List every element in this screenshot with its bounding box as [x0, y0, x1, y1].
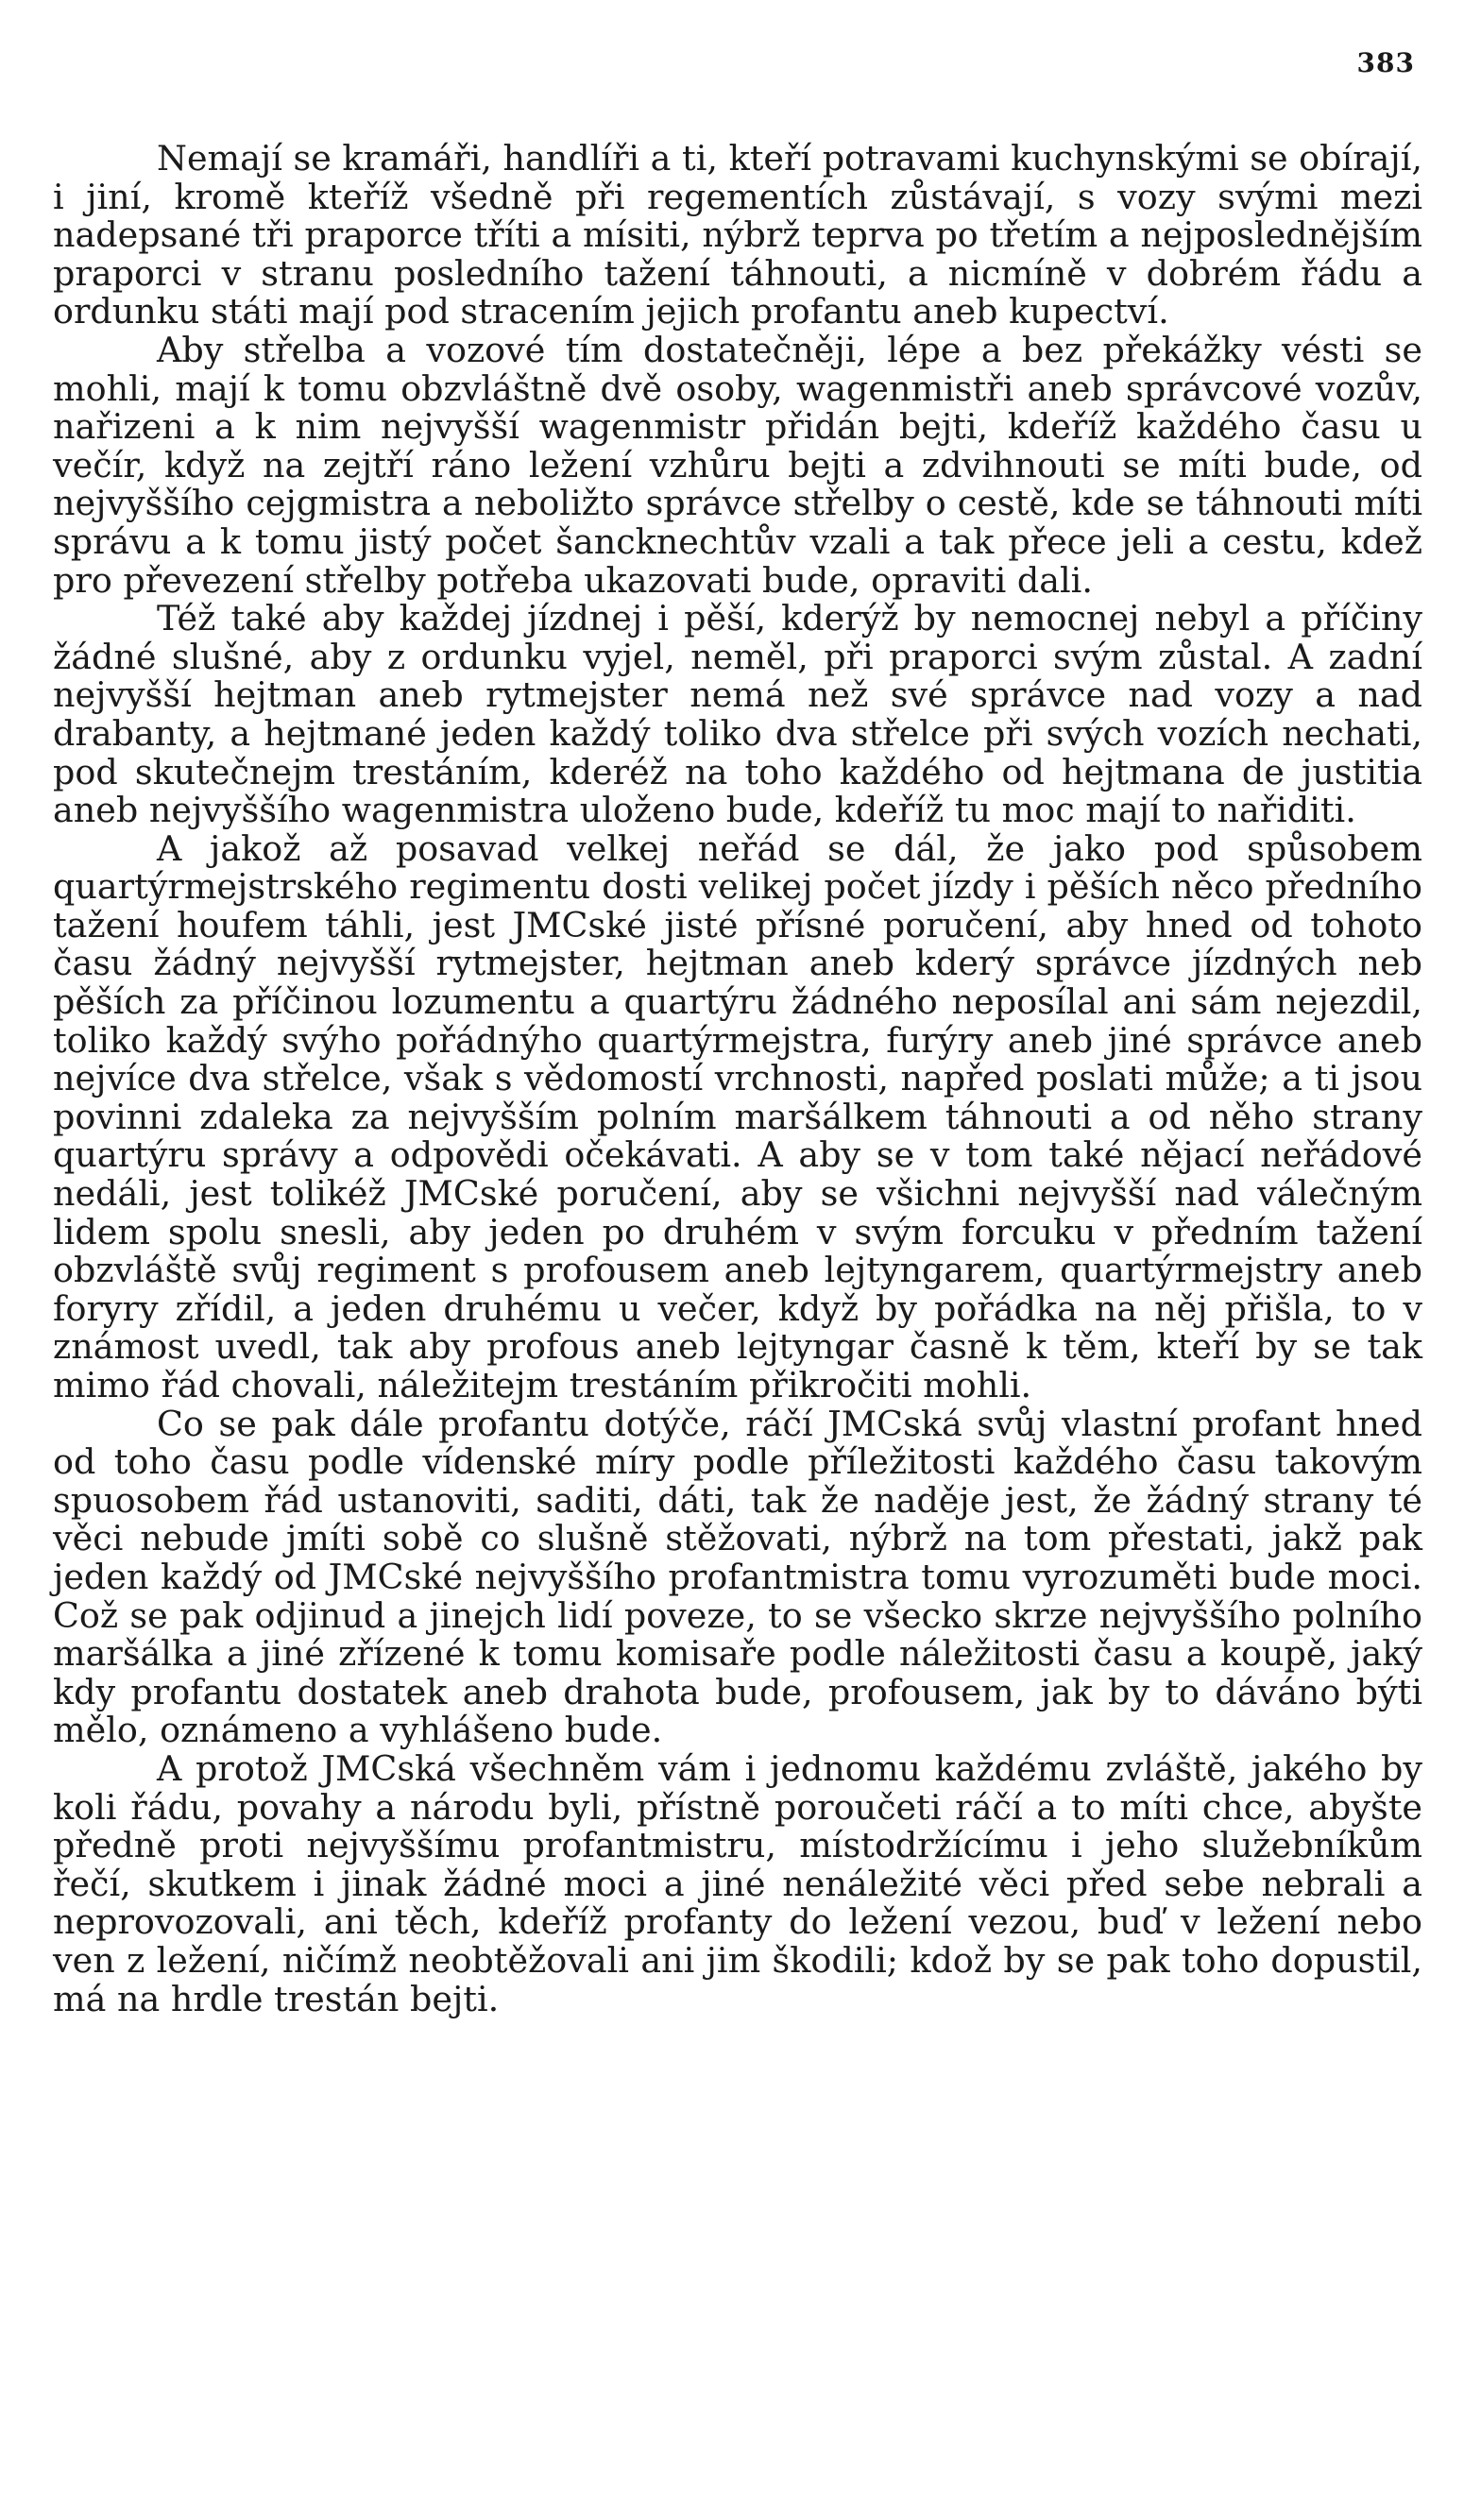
paragraph: A protož JMCská všechněm vám i jednomu každému zvláště, jakého by koli řádu, povahy a národu byli, přístně poroučeti ráčí a to míti chce, abyšte předně proti nejvyššímu profantmistru, místodržícímu i jeho služebníkům řečí, skutkem i jinak žádné moci a jiné nenáležité věci před sebe nebrali a neprovozovali, ani těch, kdeříž profanty do ležení vezou, buď v ležení nebo ven z ležení, ničímž neobtěžovali ani jim škodili; kdož by se pak toho dopustil, má na hrdle trestán bejti.: [53, 1747, 1422, 2019]
paragraph: Nemají se kramáři, handlíři a ti, kteří potravami kuchynskými se obírají, i jiní, kromě kteříž všedně při regementích zůstávají, s vozy svými mezi nadepsané tři praporce tříti a mísiti, nýbrž teprva po třetím a nejposlednějším praporci v stranu posledního tažení táhnouti, a nicmíně v dobrém řádu a ordunku státi mají pod stracením jejich profantu aneb kupectví.: [53, 138, 1422, 332]
paragraph: Aby střelba a vozové tím dostatečněji, lépe a bez překážky vésti se mohli, mají k tomu obzvláštně dvě osoby, wagenmistři aneb správcové vozův, nařizeni a k nim nejvyšší wagenmistr přidán bejti, kdeříž každého času u večír, když na zejtří ráno ležení vzhůru bejti a zdvihnouti se míti bude, od nejvyššího cejgmistra a neboližto správce střelby o cestě, kde se táhnouti míti správu a k tomu jistý počet šancknechtův vzali a tak přece jeli a cestu, kdež pro převezení střelby potřeba ukazovati bude, opraviti dali.: [53, 329, 1422, 601]
paragraph: A jakož až posavad velkej neřád se dál, že jako pod spůsobem quartýrmejstrského regimentu dosti velikej počet jízdy i pěších něco předního tažení houfem táhli, jest JMCské jisté přísné poručení, aby hned od tohoto času žádný nejvyšší rytmejster, hejtman aneb kderý správce jízdných neb pěších za příčinou lozumentu a quartýru žádného neposílal ani sám nejezdil, toliko každý svýho pořádnýho quartýrmejstra, furýry aneb jiné správce aneb nejvíce dva střelce, však s vědomostí vrchnosti, napřed poslati může; a ti jsou povinni zdaleka za nejvyšším polním maršálkem táhnouti a od něho strany quartýru správy a odpovědi očekávati. A aby se v tom také nějací neřádové nedáli, jest tolikéž JMCské poručení, aby se všichni nejvyšší nad válečným lidem spolu snesli, aby jeden po druhém v svým forcuku v předním tažení obzvláště svůj regiment s profousem aneb lejtyngarem, quartýrmejstry aneb foryry zřídil, a jeden druhému u večer, když by pořádka na něj přišla, to v známost uvedl, tak aby profous aneb lejtyngar časně k těm, kteří by se tak mimo řád chovali, náležitejm trestáním přikročiti mohli.: [53, 827, 1422, 1405]
paragraph: Co se pak dále profantu dotýče, ráčí JMCská svůj vlastní profant hned od toho času podle vídenské míry podle příležitosti každého času takovým spuosobem řád ustanoviti, saditi, dáti, tak že naděje jest, že žádný strany té věci nebude jmíti sobě co slušně stěžovati, nýbrž na tom přestati, jakž pak jeden každý od JMCské nejvyššího profantmistra tomu vyrozuměti bude moci. Což se pak odjinud a jinejch lidí poveze, to se všecko skrze nejvyššího polního maršálka a jiné zřízené k tomu komisaře podle náležitosti času a koupě, jaký kdy profantu dostatek aneb drahota bude, profousem, jak by to dáváno býti mělo, oznámeno a vyhlášeno bude.: [53, 1403, 1422, 1751]
paragraph: Též také aby každej jízdnej i pěší, kderýž by nemocnej nebyl a příčiny žádné slušné, aby z ordunku vyjel, neměl, při praporci svým zůstal. A zadní nejvyšší hejtman aneb rytmejster nemá než své správce nad vozy a nad drabanty, a hejtmané jeden každý toliko dva střelce při svých vozích nechati, pod skutečnejm trestáním, kderéž na toho každého od hejtmana de justitia aneb nejvyššího wagenmistra uloženo bude, kdeříž tu moc mají to nařiditi.: [53, 598, 1422, 831]
page-number: 383: [1356, 47, 1415, 78]
body-text: [53, 140, 1422, 2018]
